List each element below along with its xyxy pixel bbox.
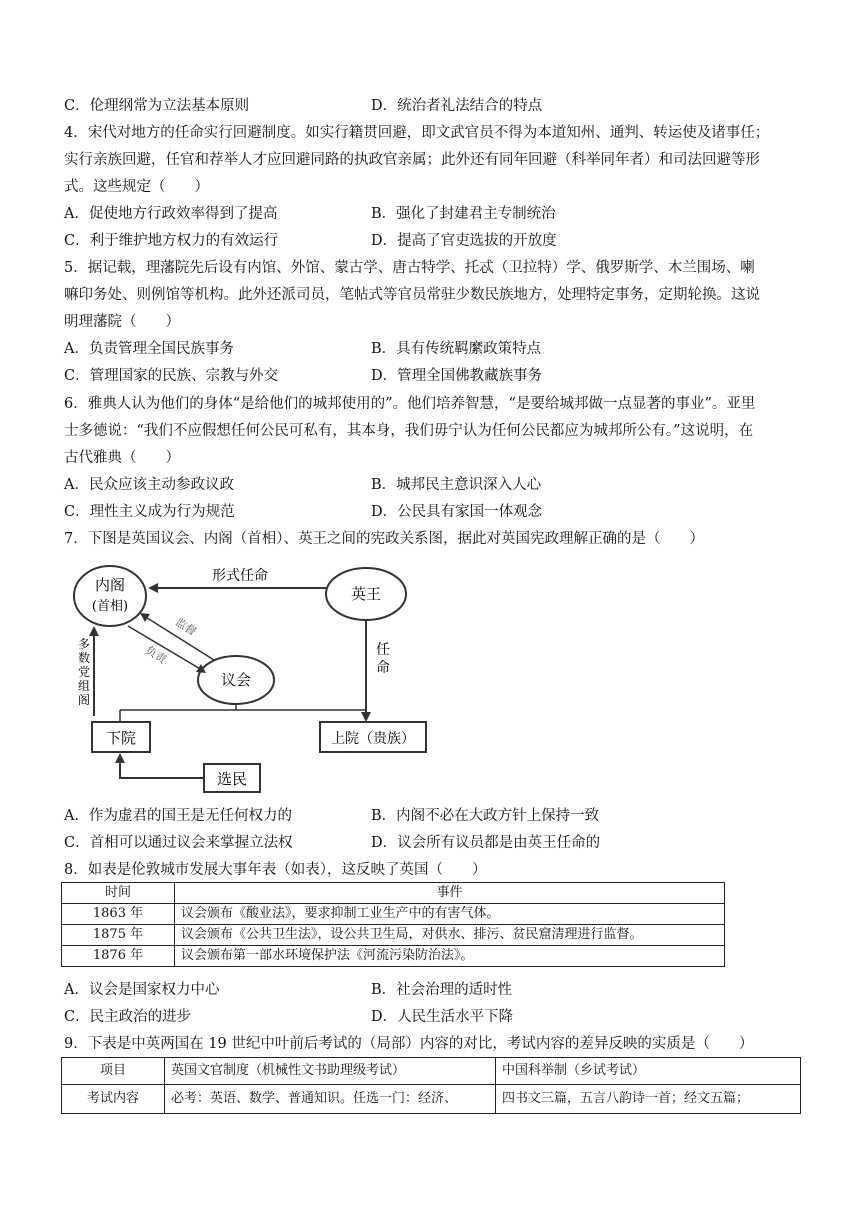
q9-comparison-table — [61, 1057, 801, 1114]
table-header-row — [62, 1058, 801, 1085]
q5-option-a[interactable]: A．负责管理全国民族事务 — [64, 341, 234, 357]
q6-stem-line-1: 6．雅典人认为他们的身体“是给他们的城邦使用的”。他们培养智慧，“是要给城邦做一点显著的事业”。亚里 — [64, 396, 756, 412]
q3-option-c[interactable]: C．伦理纲常为立法基本原则 — [64, 98, 250, 114]
appoint-label-2: 命 — [376, 660, 390, 676]
q6-stem-line-2: 士多德说：“我们不应假想任何公民可私有，其本身，我们毋宁认为任何公民都应为城邦所公有。”这说明，在 — [64, 423, 754, 439]
q6-option-c[interactable]: C．理性主义成为行为规范 — [64, 504, 235, 520]
cabinet-label: 内阁 — [94, 576, 126, 594]
table-cell: 议会颁布第一部水环境保护法《河流污染防治法》。 — [175, 946, 725, 967]
parliament-label: 议会 — [220, 671, 252, 689]
q4-option-d[interactable]: D．提高了官吏选拔的开放度 — [371, 233, 557, 249]
q5-option-b[interactable]: B．具有传统羁縻政策特点 — [371, 341, 542, 357]
table-cell: 议会颁布《公共卫生法》，设公共卫生局，对供水、排污、贫民窟清理进行监督。 — [175, 925, 725, 946]
table-header-cell: 项目 — [62, 1058, 165, 1085]
q7-option-c[interactable]: C．首相可以通过议会来掌握立法权 — [64, 835, 293, 851]
q8-option-a[interactable]: A．议会是国家权力中心 — [64, 982, 220, 998]
table-cell: 1875 年 — [62, 925, 175, 946]
q8-option-d[interactable]: D．人民生活水平下降 — [371, 1009, 514, 1025]
table-row — [62, 1085, 801, 1114]
cabinet-ellipse — [74, 566, 146, 626]
q7-stem-line-1: 7．下图是英国议会、内阁（首相）、英王之间的宪政关系图，据此对英国宪政理解正确的是（ ） — [64, 531, 704, 547]
q7-option-d[interactable]: D．议会所有议员都是由英王任命的 — [371, 835, 601, 851]
table-header-cell: 中国科举制（乡试考试） — [496, 1058, 801, 1085]
q7-options-row-1 — [64, 806, 800, 826]
table-header-cell: 事件 — [175, 883, 725, 904]
table-cell: 考试内容 — [62, 1085, 165, 1114]
q7-option-a[interactable]: A．作为虚君的国王是无任何权力的 — [64, 808, 292, 824]
supervise-label: 监督 — [173, 615, 199, 639]
formal-appoint-label: 形式任命 — [212, 568, 268, 584]
q5-options-row-1 — [64, 339, 800, 359]
q4-option-b[interactable]: B．强化了封建君主专制统治 — [371, 206, 556, 222]
q5-stem-line-1: 5．据记载，理藩院先后设有内馆、外馆、蒙古学、唐古特学、托忒（卫拉特）学、俄罗斯学、木兰围场、喇 — [64, 260, 755, 276]
table-header-row — [62, 883, 725, 904]
majority-label-1: 多 — [78, 637, 91, 651]
supervise-arrowhead — [140, 613, 150, 622]
q8-options-row-2 — [64, 1007, 800, 1027]
majority-label-2: 数 — [78, 651, 91, 665]
q7-options-row-2 — [64, 833, 800, 853]
table-cell: 必考：英语、数学、普通知识。任选一门：经济、 — [165, 1085, 496, 1114]
q8-stem-line-1: 8．如表是伦敦城市发展大事年表（如表），这反映了英国（ ） — [64, 862, 487, 878]
q6-options-row-2 — [64, 502, 800, 522]
table-row — [62, 904, 725, 925]
table-cell: 四书文三篇，五言八韵诗一首；经文五篇； — [496, 1085, 801, 1114]
table-header-cell: 时间 — [62, 883, 175, 904]
formal-appoint-arrowhead — [148, 583, 158, 593]
table-cell: 1876 年 — [62, 946, 175, 967]
table-row — [62, 925, 725, 946]
majority-label-5: 阁 — [78, 693, 91, 707]
q5-stem-line-2: 嘛印务处、则例馆等机构。此外还派司员，笔帖式等官员常驻少数民族地方，处理特定事务，定期轮换。这说 — [64, 287, 760, 303]
q4-stem-line-1: 4．宋代对地方的任命实行回避制度。如实行籍贯回避，即文武官员不得为本道知州、通判、转运使及诸事任； — [64, 125, 770, 141]
table-cell: 1863 年 — [62, 904, 175, 925]
constitution-diagram — [72, 556, 432, 796]
q4-options-row-2 — [64, 231, 800, 251]
q5-options-row-2 — [64, 366, 800, 386]
king-label: 英王 — [350, 585, 382, 603]
q9-stem-line-1: 9．下表是中英两国在 19 世纪中叶前后考试的（局部）内容的对比，考试内容的差异反映的实质是（ ） — [64, 1036, 754, 1052]
q4-stem-line-3: 式。这些规定（ ） — [64, 179, 209, 195]
q6-option-b[interactable]: B．城邦民主意识深入人心 — [371, 477, 542, 493]
cabinet-sublabel: (首相) — [91, 599, 129, 614]
q6-option-a[interactable]: A．民众应该主动参政议政 — [64, 477, 234, 493]
q5-stem-line-3: 明理藩院（ ） — [64, 314, 180, 330]
voters-arrowhead — [115, 753, 125, 763]
q7-option-b[interactable]: B．内阁不必在大政方针上保持一致 — [371, 808, 600, 824]
table-header-cell: 英国文官制度（机械性文书助理级考试） — [165, 1058, 496, 1085]
voters-label: 选民 — [216, 770, 248, 788]
majority-label-3: 党 — [78, 665, 91, 679]
majority-label-4: 组 — [78, 679, 91, 693]
q4-option-a[interactable]: A．促使地方行政效率得到了提高 — [64, 206, 278, 222]
q8-options-row-1 — [64, 980, 800, 1000]
q4-option-c[interactable]: C．利于维护地方权力的有效运行 — [64, 233, 279, 249]
appoint-arrowhead — [361, 712, 371, 722]
q6-stem-line-3: 古代雅典（ ） — [64, 450, 180, 466]
appoint-label-1: 任 — [376, 642, 390, 658]
q8-option-b[interactable]: B．社会治理的适时性 — [371, 982, 513, 998]
upper-house-label: 上院（贵族） — [331, 731, 415, 747]
q8-option-c[interactable]: C．民主政治的进步 — [64, 1009, 192, 1025]
table-row — [62, 946, 725, 967]
responsible-label: 负责 — [143, 643, 169, 667]
q6-option-d[interactable]: D．公民具有家国一体观念 — [371, 504, 543, 520]
q4-stem-line-2: 实行亲族回避，任官和荐举人才应回避同路的执政官亲属；此外还有同年回避（科举同年者）和司法回避等形 — [64, 152, 760, 168]
voters-arrow — [120, 758, 204, 778]
table-cell: 议会颁布《酸业法》，要求抑制工业生产中的有害气体。 — [175, 904, 725, 925]
q6-options-row-1 — [64, 475, 800, 495]
q8-events-table — [61, 882, 725, 967]
q4-options-row-1 — [64, 204, 800, 224]
q3-options-row — [64, 96, 800, 116]
lower-house-label: 下院 — [105, 729, 137, 747]
q5-option-c[interactable]: C．管理国家的民族、宗教与外交 — [64, 368, 279, 384]
q3-option-d[interactable]: D．统治者礼法结合的特点 — [371, 98, 543, 114]
q5-option-d[interactable]: D．管理全国佛教藏族事务 — [371, 368, 543, 384]
majority-arrowhead — [89, 626, 99, 636]
